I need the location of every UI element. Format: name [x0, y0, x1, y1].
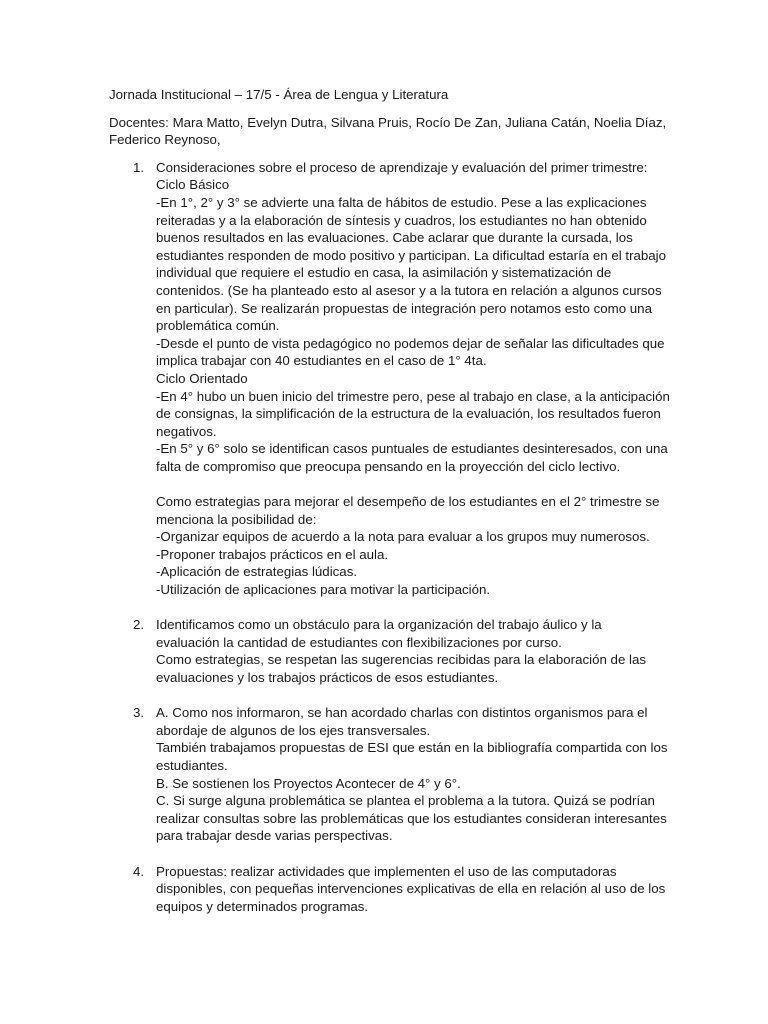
paragraph-line: en particular). Se realizarán propuestas de integración pero notamos esto como una: [156, 300, 652, 316]
docentes-line: Federico Reynoso,: [109, 132, 221, 148]
paragraph-line: -Desde el punto de vista pedagógico no podemos dejar de señalar las dificultades que: [156, 335, 665, 351]
paragraph-line: -Organizar equipos de acuerdo a la nota para evaluar a los grupos muy numerosos.: [156, 529, 650, 545]
paragraph-line: evaluaciones y los trabajos prácticos de esos estudiantes.: [156, 670, 499, 685]
document-page: [109, 86, 669, 915]
list-item-number: 3.: [133, 705, 145, 721]
blank-line: [156, 475, 669, 493]
paragraph-line: abordaje de algunos de los ejes transversales.: [156, 722, 431, 738]
paragraph-line: buenos resultados en las evaluaciones. Cabe aclarar que durante la cursada, los: [156, 230, 633, 246]
paragraph-line: equipos y determinados programas.: [156, 898, 369, 914]
list-item-4: [109, 863, 669, 916]
paragraph-line: realizar consultas sobre las problemáticas que los estudiantes consideran interesantes: [156, 810, 667, 826]
paragraph-line: Como estrategias, se respetan las sugerencias recibidas para la elaboración de las: [156, 652, 647, 668]
document-title: Jornada Institucional – 17/5 - Área de Lengua y Literatura: [109, 87, 449, 102]
paragraph-line: disponibles, con pequeñas intervenciones explicativas de ella en relación al uso de los: [156, 881, 666, 897]
paragraph-line: También trabajamos propuestas de ESI que están en la bibliografía compartida con los: [156, 740, 668, 756]
numbered-list: [109, 159, 669, 916]
paragraph-line: C. Si surge alguna problemática se plantea el problema a la tutora. Quizá se podrían: [156, 793, 655, 809]
paragraph-line: de consignas, la simplificación de la estructura de la evaluación, los resultados fueron: [156, 406, 661, 422]
paragraph-line: Consideraciones sobre el proceso de aprendizaje y evaluación del primer trimestre:: [156, 159, 648, 175]
paragraph-line: negativos.: [156, 423, 217, 439]
list-item-3: [109, 704, 669, 845]
paragraph-line: Ciclo Orientado: [156, 370, 248, 386]
paragraph-line: Propuestas: realizar actividades que implementen el uso de las computadoras: [156, 863, 617, 879]
paragraph-line: para trabajar desde varias perspectivas.: [156, 828, 393, 844]
paragraph-line: estudiantes responden de modo positivo y participan. La dificultad estaría en el trabajo: [156, 247, 667, 263]
docentes-paragraph: [109, 114, 669, 149]
paragraph-line: B. Se sostienen los Proyectos Acontecer de 4° y 6°.: [156, 775, 461, 791]
item-separator: [109, 599, 669, 617]
paragraph-line: -Proponer trabajos prácticos en el aula.: [156, 546, 389, 562]
paragraph-line: -En 1°, 2° y 3° se advierte una falta de hábitos de estudio. Pese a las explicaciones: [156, 194, 647, 210]
paragraph-line: A. Como nos informaron, se han acordado charlas con distintos organismos para el: [156, 705, 648, 721]
item-separator: [109, 845, 669, 863]
paragraph-line: Ciclo Básico: [156, 177, 230, 193]
paragraph-line: reiteradas y a la elaboración de síntesis y cuadros, los estudiantes no han obtenido: [156, 212, 647, 228]
paragraph-line: -En 5° y 6° solo se identifican casos puntuales de estudiantes desinteresados, con una: [156, 441, 668, 457]
paragraph-line: Identificamos como un obstáculo para la organización del trabajo áulico y la: [156, 617, 602, 633]
list-item-number: 2.: [133, 617, 145, 633]
paragraph-line: estudiantes.: [156, 757, 228, 773]
paragraph-line: menciona la posibilidad de:: [156, 511, 317, 527]
paragraph-line: -Utilización de aplicaciones para motivar la participación.: [156, 582, 491, 598]
paragraph-line: falta de compromiso que preocupa pensando en la proyección del ciclo lectivo.: [156, 458, 621, 474]
paragraph-line: individual que requiere el estudio en casa, la asimilación y sistematización de: [156, 265, 612, 281]
list-item-2: [109, 616, 669, 686]
paragraph-line: -En 4° hubo un buen inicio del trimestre pero, pese al trabajo en clase, a la anticipación: [156, 388, 670, 404]
paragraph-line: implica trabajar con 40 estudiantes en el caso de 1° 4ta.: [156, 353, 487, 369]
list-item-1: [109, 159, 669, 599]
docentes-line: Docentes: Mara Matto, Evelyn Dutra, Silvana Pruis, Rocío De Zan, Juliana Catán, Noelia Díaz,: [109, 114, 667, 130]
list-item-number: 1.: [133, 159, 145, 175]
list-item-number: 4.: [133, 863, 145, 879]
paragraph-line: evaluación la cantidad de estudiantes con flexibilizaciones por curso.: [156, 634, 562, 650]
paragraph-line: -Aplicación de estrategias lúdicas.: [156, 564, 358, 580]
paragraph-line: contenidos. (Se ha planteado esto al asesor y a la tutora en relación a algunos cursos: [156, 282, 662, 298]
paragraph-line: Como estrategias para mejorar el desempeño de los estudiantes en el 2° trimestre se: [156, 494, 660, 510]
paragraph-line: problemática común.: [156, 318, 280, 334]
item-separator: [109, 687, 669, 705]
